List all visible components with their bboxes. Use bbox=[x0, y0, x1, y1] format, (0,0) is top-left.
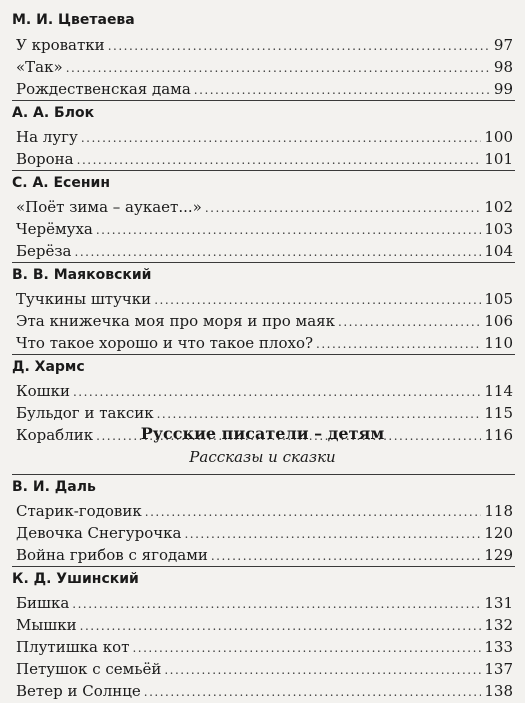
author-heading: В. И. Даль bbox=[12, 474, 515, 499]
toc-entry bbox=[16, 636, 513, 658]
entry-page-number: 100 bbox=[484, 128, 513, 146]
dot-leader bbox=[145, 501, 482, 523]
dot-leader bbox=[77, 149, 482, 171]
toc-entry bbox=[16, 592, 513, 614]
dot-leader bbox=[157, 403, 482, 425]
entry-title: Что такое хорошо и что такое плохо? bbox=[16, 334, 314, 352]
entry-page-number: 138 bbox=[484, 682, 513, 700]
toc-entry bbox=[16, 614, 513, 636]
toc-entry bbox=[16, 218, 513, 240]
toc-entry bbox=[16, 126, 513, 148]
author-heading: К. Д. Ушинский bbox=[12, 566, 515, 591]
toc-entry bbox=[16, 680, 513, 702]
dot-leader bbox=[66, 57, 491, 79]
dot-leader bbox=[80, 615, 482, 637]
toc-entry bbox=[16, 522, 513, 544]
author-heading: А. А. Блок bbox=[12, 100, 515, 125]
part-subheading: Рассказы и сказки bbox=[189, 448, 336, 466]
entry-page-number: 97 bbox=[493, 36, 513, 54]
entry-title: Война грибов с ягодами bbox=[16, 546, 208, 564]
dot-leader bbox=[75, 241, 482, 263]
entry-title: Берёза bbox=[16, 242, 72, 260]
entry-title: Рождественская дама bbox=[16, 80, 191, 98]
entry-page-number: 102 bbox=[484, 198, 513, 216]
toc-entry bbox=[16, 332, 513, 354]
entry-title: Плутишка кот bbox=[16, 638, 130, 656]
dot-leader bbox=[108, 35, 491, 57]
entry-title: Черёмуха bbox=[16, 220, 93, 238]
entry-page-number: 106 bbox=[484, 312, 513, 330]
dot-leader bbox=[132, 637, 481, 659]
entry-page-number: 99 bbox=[493, 80, 513, 98]
entry-title: Бишка bbox=[16, 594, 70, 612]
entry-page-number: 98 bbox=[493, 58, 513, 76]
entry-page-number: 129 bbox=[484, 546, 513, 564]
toc-entry bbox=[16, 34, 513, 56]
entry-page-number: 133 bbox=[484, 638, 513, 656]
toc-entry bbox=[16, 402, 513, 424]
entry-page-number: 104 bbox=[484, 242, 513, 260]
entry-title: Кошки bbox=[16, 382, 70, 400]
entry-page-number: 101 bbox=[484, 150, 513, 168]
dot-leader bbox=[211, 545, 482, 567]
author-heading: В. В. Маяковский bbox=[12, 262, 515, 287]
part-heading: Русские писатели – детям bbox=[140, 424, 385, 443]
dot-leader bbox=[73, 381, 481, 403]
toc-entry bbox=[16, 544, 513, 566]
entry-page-number: 110 bbox=[484, 334, 513, 352]
entry-title: Девочка Снегурочка bbox=[16, 524, 182, 542]
entry-title: «Так» bbox=[16, 58, 63, 76]
dot-leader bbox=[316, 333, 481, 355]
entry-title: Ворона bbox=[16, 150, 74, 168]
entry-title: На лугу bbox=[16, 128, 78, 146]
entry-page-number: 115 bbox=[484, 404, 513, 422]
toc-entry bbox=[16, 380, 513, 402]
entry-title: Старик-годовик bbox=[16, 502, 142, 520]
toc-entry bbox=[16, 310, 513, 332]
dot-leader bbox=[72, 593, 481, 615]
entry-page-number: 114 bbox=[484, 382, 513, 400]
entry-page-number: 137 bbox=[484, 660, 513, 678]
entry-page-number: 103 bbox=[484, 220, 513, 238]
author-heading: М. И. Цветаева bbox=[12, 12, 135, 28]
dot-leader bbox=[338, 311, 481, 333]
toc-entry bbox=[16, 500, 513, 522]
author-heading: С. А. Есенин bbox=[12, 170, 515, 195]
dot-leader bbox=[164, 659, 481, 681]
toc-entry bbox=[16, 56, 513, 78]
entry-page-number: 118 bbox=[484, 502, 513, 520]
entry-title: Мышки bbox=[16, 616, 77, 634]
entry-page-number: 132 bbox=[484, 616, 513, 634]
dot-leader bbox=[194, 79, 491, 101]
toc-entry bbox=[16, 78, 513, 100]
entry-title: У кроватки bbox=[16, 36, 105, 54]
dot-leader bbox=[81, 127, 482, 149]
entry-title: Кораблик bbox=[16, 426, 94, 444]
dot-leader bbox=[96, 219, 482, 241]
dot-leader bbox=[205, 197, 482, 219]
entry-title: Петушок с семьёй bbox=[16, 660, 162, 678]
toc-entry bbox=[16, 288, 513, 310]
dot-leader bbox=[184, 523, 481, 545]
entry-page-number: 105 bbox=[484, 290, 513, 308]
entry-page-number: 120 bbox=[484, 524, 513, 542]
entry-page-number: 131 bbox=[484, 594, 513, 612]
toc-entry bbox=[16, 148, 513, 170]
entry-title: Эта книжечка моя про моря и про маяк bbox=[16, 312, 336, 330]
toc-entry bbox=[16, 240, 513, 262]
entry-page-number: 116 bbox=[484, 426, 513, 444]
author-heading: Д. Хармс bbox=[12, 354, 515, 379]
entry-title: Ветер и Солнце bbox=[16, 682, 141, 700]
entry-title: Тучкины штучки bbox=[16, 290, 152, 308]
toc-entry bbox=[16, 196, 513, 218]
toc-entry bbox=[16, 658, 513, 680]
entry-title: Бульдог и таксик bbox=[16, 404, 154, 422]
dot-leader bbox=[154, 289, 481, 311]
entry-title: «Поёт зима – аукает...» bbox=[16, 198, 202, 216]
